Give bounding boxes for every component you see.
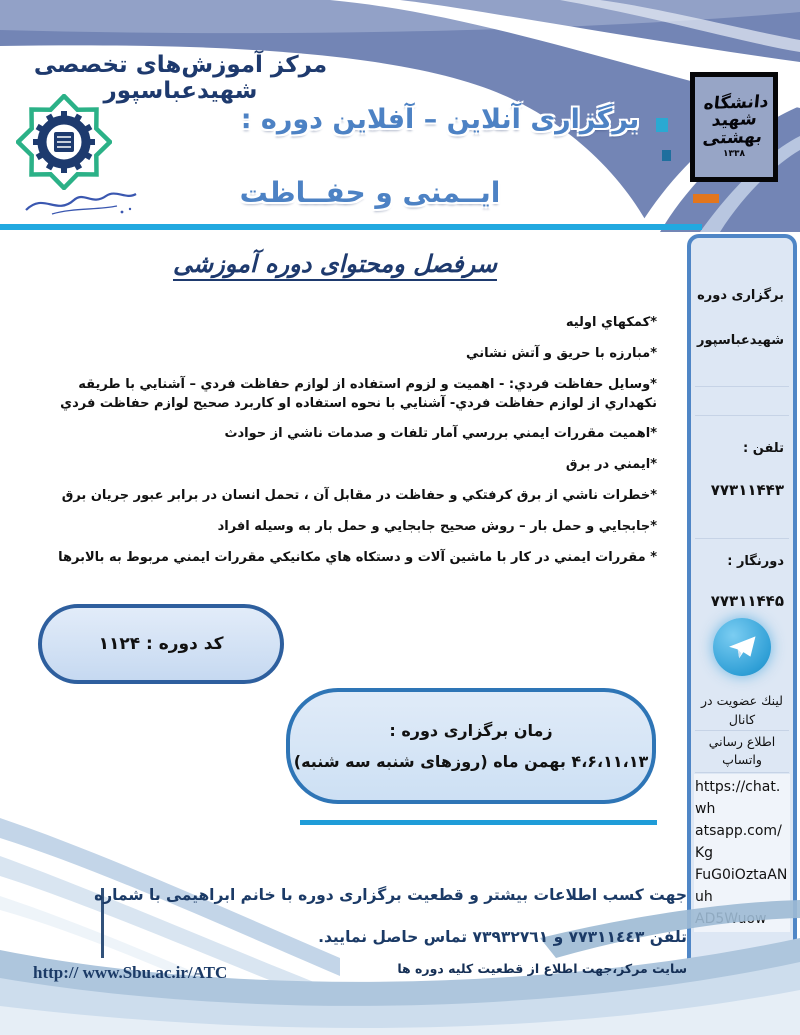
list-item: *جابجايي و حمل بار – روش صحيح جابجايي و حمل بار به وسيله افراد bbox=[217, 518, 657, 534]
list-item: *خطرات ناشي از برق كرفتكي و حفاظت در مقابل آن ، تحمل انسان در برابر عبور جريان برق bbox=[61, 488, 657, 504]
university-logo bbox=[690, 72, 778, 182]
schedule-dates: ۴،۶،۱۱،۱۳ بهمن ماه (روزهای شنبه سه شنبه) bbox=[293, 752, 649, 771]
university-logo-line2: شهید bbox=[710, 109, 758, 132]
sidebar-divider bbox=[695, 386, 789, 387]
fax-number: ۷۷۳۱۱۴۴۵ bbox=[710, 592, 784, 610]
fax-label: دورنگار : bbox=[727, 554, 784, 569]
syllabus-heading: سرفصل ومحتوای دوره آموزشی bbox=[173, 250, 497, 278]
contact-line-2: تلفن ٧٧٣١١٤٤٣ و ٧٣٩٣٢٧٦١ تماس حاصل نمایید. bbox=[318, 928, 687, 946]
signature-scribble bbox=[22, 186, 142, 220]
org-title: مرکز آموزش‌های تخصصی شهیدعباسپور bbox=[33, 52, 328, 105]
training-center-logo-icon bbox=[16, 94, 112, 190]
footer-waves bbox=[0, 810, 800, 1035]
phone-number: ۷۷۳۱۱۴۴۳ bbox=[710, 481, 784, 499]
channel-note-line: اطلاع رساني bbox=[708, 734, 776, 749]
university-logo-line3: بهشتی bbox=[701, 126, 763, 149]
whatsapp-link-line: FuG0iOztaANuh bbox=[695, 867, 788, 905]
sidebar-divider bbox=[695, 772, 789, 773]
channel-note-line: لينك عضويت در bbox=[701, 693, 783, 708]
channel-note-line: كانال bbox=[728, 712, 756, 727]
university-logo-year: ۱۳۳۸ bbox=[723, 148, 745, 159]
course-title: ایــمنی و حفــاظت bbox=[239, 176, 501, 209]
site-url[interactable]: http:// www.Sbu.ac.ir/ATC bbox=[33, 963, 228, 982]
whatsapp-link-line: atsapp.com/Kg bbox=[695, 823, 782, 861]
list-item: *كمكهاي اوليه bbox=[565, 315, 657, 330]
phone-label: تلفن : bbox=[743, 441, 784, 456]
contact-line-1: جهت كسب اطلاعات بيشتر و قطعيت برگزاری دوره با خانم ابراهیمی با شماره bbox=[94, 886, 687, 904]
list-item: *مبارزه با حريق و آتش نشاني bbox=[466, 345, 657, 361]
channel-note-line: واتساپ bbox=[722, 752, 762, 767]
orange-dash bbox=[693, 194, 719, 203]
sidebar-divider bbox=[695, 730, 789, 731]
sidebar-org-line1: برگزاری دوره bbox=[697, 288, 784, 303]
paper-plane-icon bbox=[724, 629, 760, 665]
syllabus-list bbox=[28, 314, 657, 580]
sidebar-divider bbox=[695, 415, 789, 416]
list-item: *اهميت مقررات ايمني بررسي آمار تلفات و صدمات ناشي از حوادث bbox=[224, 426, 657, 442]
whatsapp-link-line: https://chat.wh bbox=[695, 779, 781, 817]
delivery-mode-line: برگزاری آنلاین – آفلاین دوره : bbox=[240, 104, 640, 135]
schedule-title: زمان برگزاری دوره : bbox=[389, 721, 553, 740]
cyan-divider bbox=[300, 820, 657, 825]
university-logo-line1: دانشگاه bbox=[702, 91, 770, 115]
list-item: *وسايل حفاظت فردي: - اهميت و لزوم استفاده از لوازم حفاظت فردي – آشنايي با طريقه نكهداري از لوازم حفاظت فردي- آشنايي با نحوه استفاده او كاربرد صحيح لوازم حفاظت فردي bbox=[60, 376, 657, 411]
sidebar-divider bbox=[695, 538, 789, 539]
site-note: سايت مركز،جهت اطلاع از قطعيت كليه دوره ها bbox=[397, 961, 687, 976]
course-code-box bbox=[38, 604, 284, 684]
course-code-label: كد دوره : ۱۱۲۴ bbox=[98, 634, 224, 654]
schedule-box bbox=[286, 688, 656, 804]
sidebar-org-line2: شهیدعباسپور bbox=[697, 333, 784, 348]
list-item: *ايمني در برق bbox=[565, 457, 657, 473]
list-item: * مقررات ايمني در كار با ماشين آلات و دستكاه هاي مكانيكي مقررات ايمني مربوط به بالابرها bbox=[58, 549, 657, 565]
telegram-icon[interactable] bbox=[713, 618, 771, 676]
